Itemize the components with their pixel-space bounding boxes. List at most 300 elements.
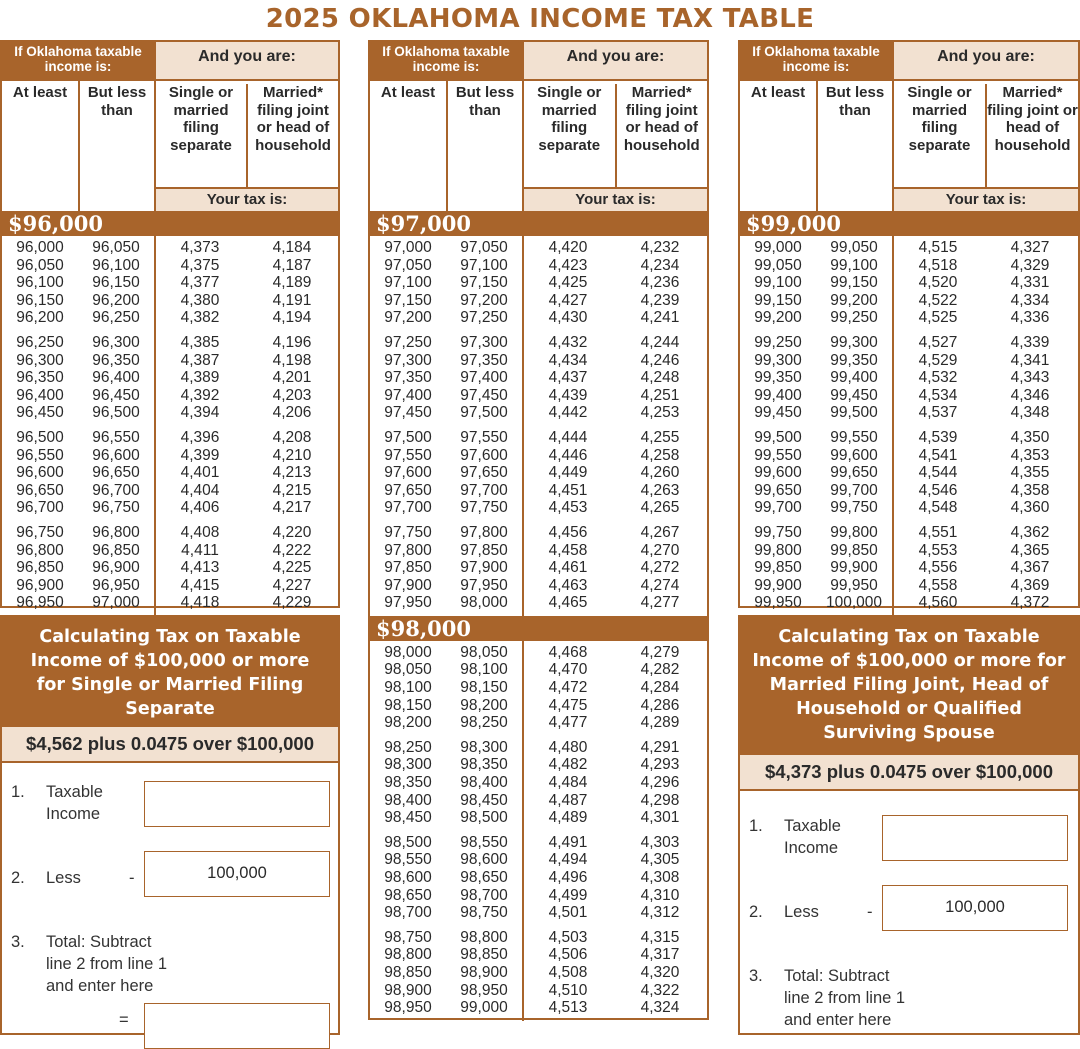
married-tax-cell: 4,317 [640, 946, 680, 964]
table-row [370, 429, 707, 447]
at-least-cell: 96,850 [16, 559, 64, 577]
married-tax-cell: 4,305 [640, 851, 680, 869]
but-less-than-cell: 100,000 [825, 594, 883, 612]
single-tax-cell: 4,377 [180, 274, 220, 292]
tax-table-column-97000-98000 [368, 40, 709, 1020]
table-row [2, 499, 338, 517]
but-less-than-cell: 98,800 [460, 928, 508, 946]
table-row [740, 559, 1078, 577]
table-row [370, 524, 707, 542]
line-2-number: 2. [11, 869, 25, 887]
single-tax-cell: 4,456 [548, 523, 588, 541]
single-tax-cell: 4,425 [548, 274, 588, 292]
married-tax-cell: 4,327 [1010, 239, 1050, 256]
calc-box-single [0, 615, 340, 1035]
calc-heading: Calculating Tax on Taxable Income of $100,000 or more for Single or Married Filing Separate [2, 617, 338, 727]
line-2-label: Less [46, 869, 81, 887]
table-row [370, 739, 707, 757]
single-tax-cell: 4,387 [180, 351, 220, 369]
but-less-than-cell: 97,650 [460, 464, 508, 482]
but-less-than-cell: 96,700 [92, 481, 140, 499]
married-tax-cell: 4,312 [640, 904, 680, 922]
table-row [2, 464, 338, 482]
but-less-than-cell: 99,400 [830, 369, 878, 387]
line-3-sign: = [119, 1011, 129, 1029]
your-tax-label: Your tax is: [524, 187, 707, 211]
at-least-cell: 98,150 [384, 696, 432, 714]
but-less-than-cell: 98,700 [460, 886, 508, 904]
at-least-cell: 99,400 [754, 386, 802, 404]
but-less-than-cell: 99,600 [830, 446, 878, 464]
total-field[interactable] [144, 1003, 330, 1049]
but-less-than-cell: 98,100 [460, 661, 508, 679]
but-less-than-cell: 98,850 [460, 946, 508, 964]
but-less-than-cell: 96,200 [92, 291, 140, 309]
married-tax-cell: 4,220 [272, 523, 312, 541]
at-least-cell: 97,100 [384, 274, 432, 292]
at-least-cell: 97,600 [384, 464, 432, 482]
at-least-header: At least [12, 84, 68, 101]
married-tax-cell: 4,310 [640, 886, 680, 904]
at-least-cell: 96,950 [16, 594, 64, 612]
married-tax-cell: 4,334 [1010, 291, 1050, 309]
but-less-than-cell: 97,100 [460, 256, 508, 274]
married-tax-cell: 4,350 [1010, 428, 1050, 446]
calc-formula: $4,373 plus 0.0475 over $100,000 [740, 755, 1078, 791]
married-tax-cell: 4,355 [1010, 464, 1050, 482]
single-header: Single or married filing separate [168, 84, 234, 154]
but-less-than-cell: 96,300 [92, 333, 140, 351]
single-tax-cell: 4,494 [548, 851, 588, 869]
married-tax-cell: 4,279 [640, 643, 680, 661]
at-least-cell: 99,450 [754, 404, 802, 422]
married-tax-cell: 4,210 [272, 446, 312, 464]
table-row [370, 594, 707, 612]
single-tax-cell: 4,484 [548, 774, 588, 792]
but-less-than-cell: 96,800 [92, 523, 140, 541]
single-tax-cell: 4,477 [548, 714, 588, 732]
married-tax-cell: 4,286 [640, 696, 680, 714]
at-least-cell: 96,150 [16, 291, 64, 309]
table-row [2, 429, 338, 447]
but-less-than-cell: 97,250 [460, 309, 508, 327]
single-tax-cell: 4,556 [918, 559, 958, 577]
married-tax-cell: 4,198 [272, 351, 312, 369]
single-tax-cell: 4,408 [180, 523, 220, 541]
at-least-cell: 96,650 [16, 481, 64, 499]
at-least-cell: 96,750 [16, 523, 64, 541]
but-less-than-cell: 96,050 [92, 239, 140, 256]
table-row [370, 714, 707, 732]
at-least-cell: 98,200 [384, 714, 432, 732]
single-tax-cell: 4,541 [918, 446, 958, 464]
table-row [2, 577, 338, 595]
table-row [740, 257, 1078, 275]
married-tax-cell: 4,232 [640, 239, 680, 256]
table-row [370, 334, 707, 352]
at-least-cell: 96,450 [16, 404, 64, 422]
at-least-cell: 99,000 [754, 239, 802, 256]
but-less-than-cell: 97,550 [460, 428, 508, 446]
table-row [2, 334, 338, 352]
if-taxable-income-label: If Oklahoma taxable income is: [2, 42, 154, 79]
but-less-than-cell: 98,750 [460, 904, 508, 922]
at-least-cell: 97,200 [384, 309, 432, 327]
but-less-than-cell: 97,000 [92, 594, 140, 612]
married-header: Married* filing joint or head of household [246, 84, 338, 187]
married-tax-cell: 4,353 [1010, 446, 1050, 464]
single-tax-cell: 4,491 [548, 833, 588, 851]
but-less-than-cell: 99,950 [830, 576, 878, 594]
at-least-cell: 97,300 [384, 351, 432, 369]
table-row [2, 404, 338, 422]
married-tax-cell: 4,267 [640, 523, 680, 541]
table-row [370, 904, 707, 922]
single-tax-cell: 4,522 [918, 291, 958, 309]
married-tax-cell: 4,308 [640, 869, 680, 886]
but-less-than-cell: 99,350 [830, 351, 878, 369]
married-tax-cell: 4,225 [272, 559, 312, 577]
at-least-cell: 99,800 [754, 541, 802, 559]
single-tax-cell: 4,394 [180, 404, 220, 422]
but-less-than-cell: 97,850 [460, 541, 508, 559]
married-tax-cell: 4,201 [272, 369, 312, 387]
at-least-cell: 98,600 [384, 869, 432, 886]
table-row [2, 482, 338, 500]
single-tax-cell: 4,510 [548, 981, 588, 999]
table-row [370, 982, 707, 1000]
married-tax-cell: 4,289 [640, 714, 680, 732]
at-least-cell: 98,350 [384, 774, 432, 792]
but-less-than-cell: 98,450 [460, 791, 508, 809]
table-row [740, 499, 1078, 517]
at-least-cell: 99,150 [754, 291, 802, 309]
taxable-income-field[interactable] [882, 815, 1068, 861]
table-row [2, 447, 338, 465]
at-least-cell: 98,400 [384, 791, 432, 809]
single-tax-cell: 4,427 [548, 291, 588, 309]
at-least-cell: 97,350 [384, 369, 432, 387]
at-least-cell: 97,800 [384, 541, 432, 559]
but-less-than-cell: 99,250 [830, 309, 878, 327]
at-least-cell: 96,050 [16, 256, 64, 274]
single-header: Single or married filing separate [907, 84, 972, 154]
but-less-than-cell: 99,150 [830, 274, 878, 292]
less-field [882, 885, 1068, 931]
married-tax-cell: 4,282 [640, 661, 680, 679]
married-tax-cell: 4,336 [1010, 309, 1050, 327]
single-tax-cell: 4,423 [548, 256, 588, 274]
single-tax-cell: 4,444 [548, 428, 588, 446]
single-tax-cell: 4,499 [548, 886, 588, 904]
table-row [740, 404, 1078, 422]
but-less-than-header: But less than [78, 81, 154, 211]
table-row [2, 559, 338, 577]
table-row [370, 887, 707, 905]
table-row [740, 482, 1078, 500]
single-tax-cell: 4,529 [918, 351, 958, 369]
table-row [740, 429, 1078, 447]
but-less-than-cell: 96,900 [92, 559, 140, 577]
single-tax-cell: 4,501 [548, 904, 588, 922]
at-least-cell: 98,900 [384, 981, 432, 999]
table-row [2, 369, 338, 387]
married-tax-cell: 4,265 [640, 499, 680, 517]
table-row [370, 929, 707, 947]
at-least-cell: 99,700 [754, 499, 802, 517]
table-row [370, 257, 707, 275]
taxable-income-field[interactable] [144, 781, 330, 827]
but-less-than-header: But less than [816, 81, 892, 211]
at-least-cell: 97,150 [384, 291, 432, 309]
married-tax-cell: 4,360 [1010, 499, 1050, 517]
single-tax-cell: 4,534 [918, 386, 958, 404]
married-tax-cell: 4,258 [640, 446, 680, 464]
but-less-than-cell: 98,400 [460, 774, 508, 792]
but-less-than-cell: 96,350 [92, 351, 140, 369]
but-less-than-cell: 97,500 [460, 404, 508, 422]
at-least-cell: 99,600 [754, 464, 802, 482]
but-less-than-cell: 99,500 [830, 404, 878, 422]
married-tax-cell: 4,277 [640, 594, 680, 612]
single-tax-cell: 4,560 [918, 594, 958, 612]
table-row [370, 387, 707, 405]
married-tax-cell: 4,189 [272, 274, 312, 292]
single-tax-cell: 4,420 [548, 239, 588, 256]
married-tax-cell: 4,367 [1010, 559, 1050, 577]
table-row [370, 309, 707, 327]
but-less-than-cell: 97,950 [460, 576, 508, 594]
at-least-cell: 96,900 [16, 576, 64, 594]
married-tax-cell: 4,320 [640, 963, 680, 981]
at-least-cell: 97,400 [384, 386, 432, 404]
table-row [740, 542, 1078, 560]
but-less-than-cell: 99,000 [460, 999, 508, 1017]
single-tax-cell: 4,527 [918, 333, 958, 351]
at-least-cell: 96,550 [16, 446, 64, 464]
single-tax-cell: 4,513 [548, 999, 588, 1017]
table-row [370, 774, 707, 792]
married-tax-cell: 4,255 [640, 428, 680, 446]
but-less-than-cell: 98,350 [460, 756, 508, 774]
table-row [740, 274, 1078, 292]
at-least-cell: 96,200 [16, 309, 64, 327]
married-tax-cell: 4,263 [640, 481, 680, 499]
at-least-cell: 97,500 [384, 428, 432, 446]
single-tax-cell: 4,515 [918, 239, 958, 256]
married-tax-cell: 4,251 [640, 386, 680, 404]
single-tax-cell: 4,406 [180, 499, 220, 517]
table-row [740, 369, 1078, 387]
but-less-than-cell: 98,650 [460, 869, 508, 886]
but-less-than-cell: 99,650 [830, 464, 878, 482]
single-tax-cell: 4,480 [548, 738, 588, 756]
table-row [370, 644, 707, 662]
but-less-than-cell: 98,500 [460, 809, 508, 827]
but-less-than-cell: 96,850 [92, 541, 140, 559]
and-you-are-label: And you are: [892, 42, 1078, 79]
single-tax-cell: 4,465 [548, 594, 588, 612]
but-less-than-header: But less than [446, 81, 522, 211]
single-tax-cell: 4,537 [918, 404, 958, 422]
tax-rows [2, 236, 338, 616]
married-tax-cell: 4,215 [272, 481, 312, 499]
table-row [370, 292, 707, 310]
married-tax-cell: 4,222 [272, 541, 312, 559]
single-tax-cell: 4,544 [918, 464, 958, 482]
at-least-cell: 99,200 [754, 309, 802, 327]
single-tax-cell: 4,525 [918, 309, 958, 327]
but-less-than-cell: 97,050 [460, 239, 508, 256]
at-least-cell: 97,950 [384, 594, 432, 612]
single-tax-cell: 4,411 [181, 541, 219, 559]
single-tax-cell: 4,506 [548, 946, 588, 964]
but-less-than-cell: 97,150 [460, 274, 508, 292]
table-row [740, 464, 1078, 482]
married-tax-cell: 4,194 [272, 309, 312, 327]
table-row [370, 809, 707, 827]
but-less-than-cell: 99,800 [830, 523, 878, 541]
single-tax-cell: 4,508 [548, 963, 588, 981]
married-tax-cell: 4,196 [272, 333, 312, 351]
calc-heading: Calculating Tax on Taxable Income of $100,000 or more for Married Filing Joint, Head of Household or Qualified Surviving Spouse [740, 617, 1078, 755]
married-tax-cell: 4,348 [1010, 404, 1050, 422]
single-tax-cell: 4,503 [548, 928, 588, 946]
table-row [370, 559, 707, 577]
at-least-cell: 96,800 [16, 541, 64, 559]
table-row [740, 524, 1078, 542]
but-less-than-cell: 96,100 [92, 256, 140, 274]
at-least-cell: 97,250 [384, 333, 432, 351]
table-row [740, 352, 1078, 370]
single-tax-cell: 4,404 [180, 481, 220, 499]
at-least-cell: 98,450 [384, 809, 432, 827]
table-row [370, 851, 707, 869]
table-row [2, 542, 338, 560]
line-3-label: Total: Subtract line 2 from line 1 and enter here [784, 967, 906, 1029]
but-less-than-cell: 99,450 [830, 386, 878, 404]
single-tax-cell: 4,437 [548, 369, 588, 387]
at-least-cell: 98,550 [384, 851, 432, 869]
line-1-label: Taxable Income [46, 783, 103, 823]
but-less-than-cell: 99,050 [830, 239, 878, 256]
table-row [370, 369, 707, 387]
married-tax-cell: 4,203 [272, 386, 312, 404]
at-least-cell: 96,500 [16, 428, 64, 446]
table-row [370, 482, 707, 500]
and-you-are-label: And you are: [154, 42, 338, 79]
table-row [740, 387, 1078, 405]
married-tax-cell: 4,339 [1010, 333, 1050, 351]
single-tax-cell: 4,401 [180, 464, 220, 482]
single-tax-cell: 4,551 [918, 523, 958, 541]
married-tax-cell: 4,324 [640, 999, 680, 1017]
married-tax-cell: 4,284 [640, 679, 680, 697]
but-less-than-cell: 99,850 [830, 541, 878, 559]
at-least-cell: 97,050 [384, 256, 432, 274]
but-less-than-cell: 96,450 [92, 386, 140, 404]
but-less-than-cell: 99,200 [830, 291, 878, 309]
if-taxable-income-label: If Oklahoma taxable income is: [370, 42, 522, 79]
tax-rows [740, 236, 1078, 616]
table-row [370, 869, 707, 887]
your-tax-label: Your tax is: [894, 187, 1078, 211]
single-tax-cell: 4,413 [180, 559, 220, 577]
married-tax-cell: 4,341 [1010, 351, 1050, 369]
at-least-cell: 97,750 [384, 523, 432, 541]
but-less-than-cell: 98,550 [460, 833, 508, 851]
but-less-than-cell: 96,750 [92, 499, 140, 517]
table-row [370, 756, 707, 774]
single-tax-cell: 4,518 [918, 256, 958, 274]
but-less-than-cell: 97,400 [460, 369, 508, 387]
table-row [740, 239, 1078, 257]
at-least-cell: 97,900 [384, 576, 432, 594]
at-least-cell: 99,950 [754, 594, 802, 612]
at-least-cell: 98,850 [384, 963, 432, 981]
but-less-than-cell: 99,750 [830, 499, 878, 517]
table-row [740, 594, 1078, 612]
table-row [2, 292, 338, 310]
table-row [370, 274, 707, 292]
at-least-cell: 99,550 [754, 446, 802, 464]
but-less-than-cell: 96,600 [92, 446, 140, 464]
at-least-header: At least [750, 84, 806, 101]
single-tax-cell: 4,520 [918, 274, 958, 292]
line-2-sign: - [867, 903, 873, 921]
married-tax-cell: 4,270 [640, 541, 680, 559]
at-least-cell: 97,450 [384, 404, 432, 422]
married-tax-cell: 4,244 [640, 333, 680, 351]
line-1-label: Taxable Income [784, 817, 841, 857]
single-tax-cell: 4,442 [548, 404, 588, 422]
married-tax-cell: 4,331 [1010, 274, 1050, 292]
but-less-than-cell: 99,300 [830, 333, 878, 351]
but-less-than-cell: 98,150 [460, 679, 508, 697]
single-tax-cell: 4,461 [548, 559, 588, 577]
table-row [2, 594, 338, 612]
married-tax-cell: 4,260 [640, 464, 680, 482]
but-less-than-cell: 98,300 [460, 738, 508, 756]
at-least-cell: 99,900 [754, 576, 802, 594]
married-tax-cell: 4,291 [640, 738, 680, 756]
income-band-label: $98,000 [370, 616, 707, 641]
table-row [370, 352, 707, 370]
at-least-cell: 98,500 [384, 833, 432, 851]
but-less-than-cell: 97,900 [460, 559, 508, 577]
table-row [370, 964, 707, 982]
but-less-than-cell: 97,600 [460, 446, 508, 464]
married-tax-cell: 4,206 [272, 404, 312, 422]
married-tax-cell: 4,303 [640, 833, 680, 851]
table-row [370, 239, 707, 257]
line-1-number: 1. [11, 783, 25, 801]
table-row [370, 999, 707, 1017]
line-2-number: 2. [749, 903, 763, 921]
table-row [740, 292, 1078, 310]
single-tax-cell: 4,558 [918, 576, 958, 594]
but-less-than-cell: 99,550 [830, 428, 878, 446]
table-row [740, 447, 1078, 465]
single-tax-cell: 4,458 [548, 541, 588, 559]
single-tax-cell: 4,399 [180, 446, 220, 464]
at-least-cell: 98,100 [384, 679, 432, 697]
tax-table-column-96000 [0, 40, 340, 612]
single-tax-cell: 4,539 [918, 428, 958, 446]
table-row [2, 239, 338, 257]
married-tax-cell: 4,329 [1010, 256, 1050, 274]
line-3-number: 3. [11, 933, 25, 951]
